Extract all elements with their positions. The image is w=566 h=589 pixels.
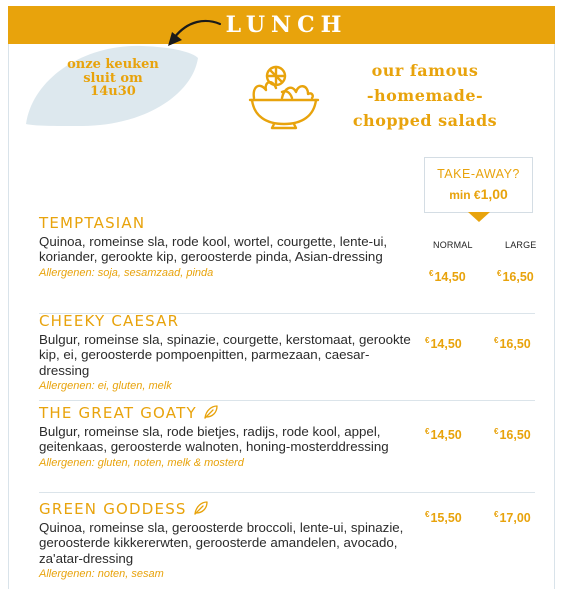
takeaway-amount: 1,00	[480, 186, 508, 202]
item-name	[39, 404, 419, 422]
takeaway-title: TAKE-AWAY?	[437, 167, 520, 181]
famous-line: chopped salads	[352, 111, 498, 130]
currency-symbol: €	[425, 510, 430, 519]
takeaway-pointer	[468, 212, 490, 222]
currency-symbol: €	[429, 269, 434, 278]
menu-item	[39, 214, 419, 280]
takeaway-box	[424, 157, 533, 213]
item-description: Quinoa, romeinse sla, geroosterde broccoli, lente-ui, spinazie, geroosterde kikkererwten, geroosterde amandelen, avocado, za'atar-dressing	[39, 520, 404, 566]
price-normal	[425, 427, 462, 442]
famous-line: our famous	[371, 61, 479, 80]
item-description: Bulgur, romeinse sla, spinazie, courgette, kerstomaat, gerookte kip, ei, geroosterde pompoenpitten, parmezaan, caesar-dressing	[39, 332, 411, 378]
item-description: Quinoa, romeinse sla, rode kool, wortel, courgette, lente-ui, koriander, gerookte kip, geroosterde pinda, Asian-dressing	[39, 234, 388, 265]
item-name	[39, 214, 419, 232]
famous-line: -homemade-	[366, 86, 484, 105]
item-allergens: Allergenen: soja, sesamzaad, pinda	[39, 266, 214, 279]
price-large	[494, 336, 531, 351]
item-name	[39, 500, 419, 518]
price-value: 14,50	[430, 428, 462, 442]
famous-tagline	[330, 58, 520, 133]
salad-bowl-icon	[246, 62, 322, 130]
price-value: 14,50	[434, 270, 466, 284]
currency-symbol: €	[497, 269, 502, 278]
column-header-normal: NORMAL	[433, 240, 473, 250]
item-name-text: CHEEKY CAESAR	[39, 312, 180, 330]
item-description: Bulgur, romeinse sla, rode bietjes, radijs, rode kool, appel, geitenkaas, geroosterde walnoten, honing-mosterddressing	[39, 424, 389, 455]
item-allergens: Allergenen: gluten, noten, melk & mosterd	[39, 456, 244, 469]
price-value: 15,50	[430, 511, 462, 525]
item-name	[39, 312, 419, 330]
page-title: LUNCH	[225, 12, 348, 38]
price-value: 16,50	[499, 337, 531, 351]
price-value: 16,50	[502, 270, 534, 284]
kitchen-notice	[48, 58, 178, 99]
column-header-large: LARGE	[505, 240, 537, 250]
price-large	[494, 427, 531, 442]
price-large	[494, 510, 531, 525]
kitchen-notice-line: 14u30	[90, 84, 136, 99]
currency-symbol: €	[494, 427, 499, 436]
item-allergens: Allergenen: noten, sesam	[39, 567, 164, 580]
menu-item	[39, 404, 419, 470]
price-value: 17,00	[499, 511, 531, 525]
takeaway-prefix: min	[449, 188, 471, 202]
menu-item	[39, 312, 419, 393]
leaf-icon	[203, 404, 219, 420]
item-name-text: GREEN GODDESS	[39, 500, 187, 518]
item-allergens: Allergenen: ei, gluten, melk	[39, 379, 172, 392]
takeaway-currency: €	[473, 188, 481, 202]
currency-symbol: €	[425, 427, 430, 436]
leaf-icon	[193, 500, 209, 516]
divider	[39, 492, 535, 493]
item-name-text: TEMPTASIAN	[39, 214, 146, 232]
currency-symbol: €	[494, 510, 499, 519]
item-name-text: THE GREAT GOATY	[39, 404, 197, 422]
currency-symbol: €	[425, 336, 430, 345]
header-bar	[8, 6, 555, 44]
menu-item	[39, 500, 419, 581]
price-normal	[425, 336, 462, 351]
price-value: 14,50	[430, 337, 462, 351]
price-normal	[425, 510, 462, 525]
divider	[39, 400, 535, 401]
kitchen-notice-line: sluit om	[83, 70, 143, 86]
currency-symbol: €	[494, 336, 499, 345]
price-large	[497, 269, 534, 284]
takeaway-price	[425, 186, 532, 202]
price-value: 16,50	[499, 428, 531, 442]
price-normal	[429, 269, 466, 284]
kitchen-notice-line: onze keuken	[67, 57, 159, 72]
